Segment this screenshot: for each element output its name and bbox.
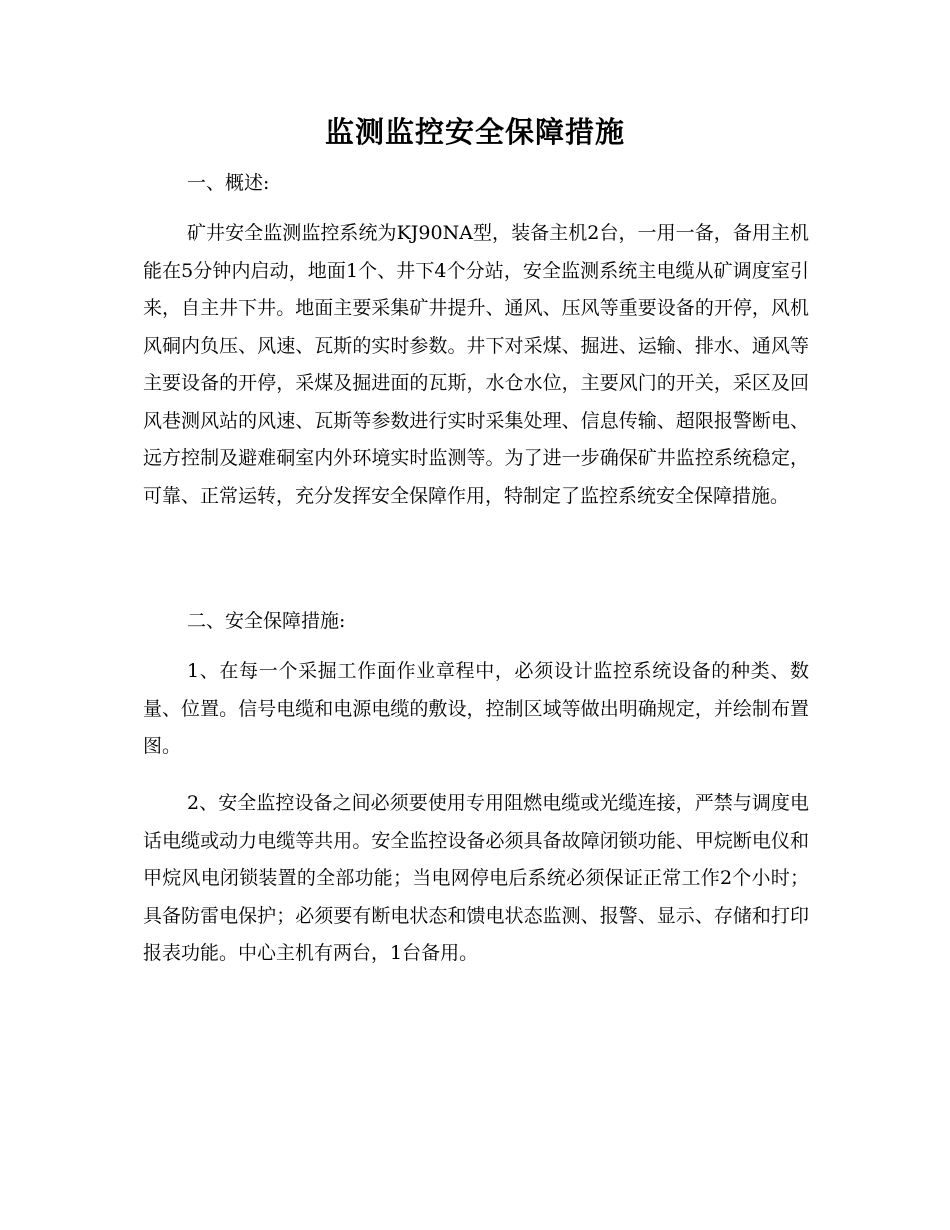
section-heading-safety-measures: 二、安全保障措施: xyxy=(187,610,346,632)
section-heading-overview: 一、概述: xyxy=(187,172,270,194)
measure-item-1: 1、在每一个采掘工作面作业章程中，必须设计监控系统设备的种类、数量、位置。信号电缆和电源电缆的敷设，控制区域等做出明确规定，并绘制布置图。 xyxy=(143,660,809,757)
measure-item-2: 2、安全监控设备之间必须要使用专用阻燃电缆或光缆连接，严禁与调度电话电缆或动力电缆等共用。安全监控设备必须具备故障闭锁功能、甲烷断电仪和甲烷风电闭锁装置的全部功能；当电网停电后系统必须保证正常工作2个小时；具备防雷电保护；必须要有断电状态和馈电状态监测、报警、显示、存储和打印报表功能。中心主机有两台，1台备用。 xyxy=(143,792,809,964)
overview-paragraph: 矿井安全监测监控系统为KJ90NA型，装备主机2台，一用一备，备用主机能在5分钟内启动，地面1个、井下4个分站，安全监测系统主电缆从矿调度室引来，自主井下井。地面主要采集矿井提升、通风、压风等重要设备的开停，风机风硐内负压、风速、瓦斯的实时参数。井下对采煤、掘进、运输、排水、通风等主要设备的开停，采煤及掘进面的瓦斯，水仓水位，主要风门的开关，采区及回风巷测风站的风速、瓦斯等参数进行实时采集处理、信息传输、超限报警断电、远方控制及避难硐室内外环境实时监测等。为了进一步确保矿井监控系统稳定，可靠、正常运转，充分发挥安全保障作用，特制定了监控系统安全保障措施。 xyxy=(143,222,809,507)
document-title: 监测监控安全保障措施 xyxy=(324,115,625,149)
